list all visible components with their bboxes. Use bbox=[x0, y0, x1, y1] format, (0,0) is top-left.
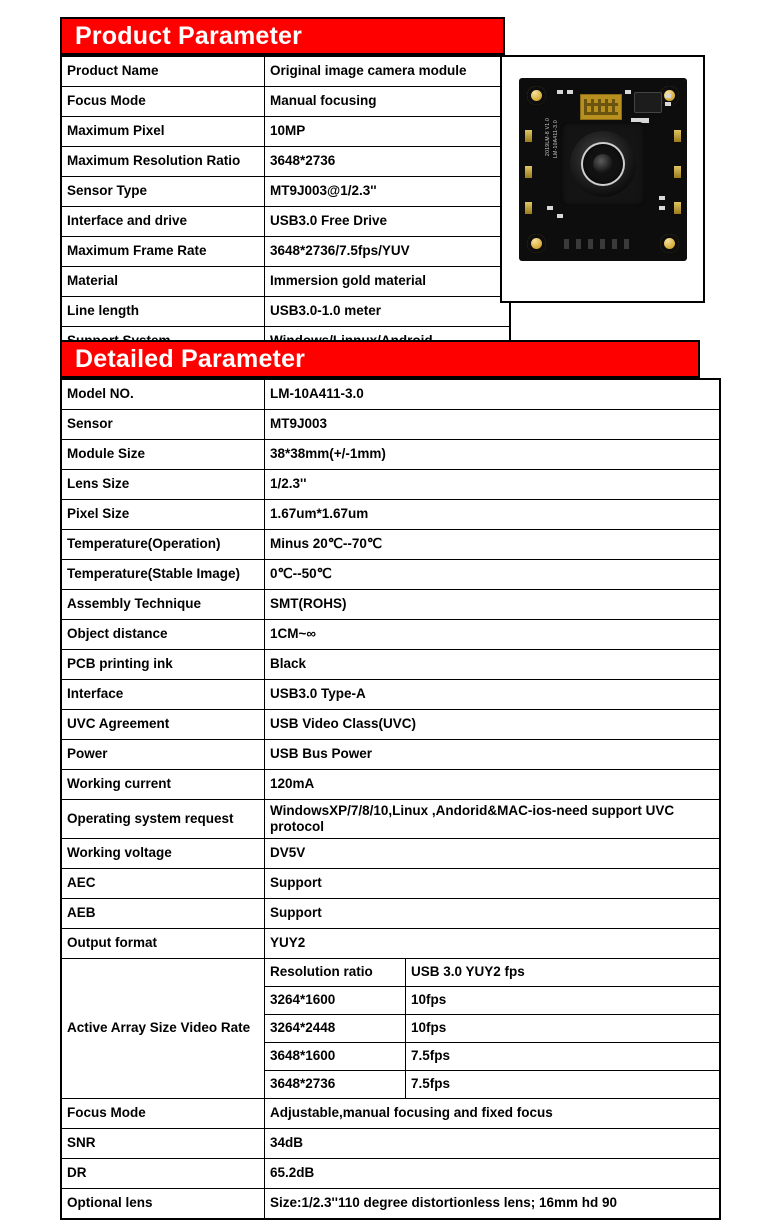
row-key: Temperature(Operation) bbox=[61, 530, 265, 560]
row-key: Product Name bbox=[61, 56, 265, 87]
camera-module-photo bbox=[500, 55, 705, 303]
product-parameter-body bbox=[61, 56, 510, 357]
silkscreen-text-right: LM-10A411-3.0 bbox=[553, 120, 559, 158]
row-value: SMT(ROHS) bbox=[265, 590, 721, 620]
row-value: 65.2dB bbox=[265, 1159, 721, 1189]
table-row bbox=[61, 56, 510, 87]
video-rate-body bbox=[265, 959, 719, 1098]
row-key: Line length bbox=[61, 297, 265, 327]
video-rate-table bbox=[265, 959, 719, 1098]
table-row bbox=[61, 440, 720, 470]
mounting-hole-icon bbox=[660, 234, 679, 253]
row-key: Working voltage bbox=[61, 839, 265, 869]
row-value: USB3.0 Free Drive bbox=[265, 207, 511, 237]
subtable-row bbox=[265, 1043, 719, 1071]
table-row bbox=[61, 530, 720, 560]
lens-ring bbox=[583, 144, 623, 184]
row-value: DV5V bbox=[265, 839, 721, 869]
row-key: AEC bbox=[61, 869, 265, 899]
row-value: 38*38mm(+/-1mm) bbox=[265, 440, 721, 470]
silkscreen-text-left: 2019LM-8 V1.0 bbox=[545, 117, 551, 156]
row-key: Interface and drive bbox=[61, 207, 265, 237]
row-value: 3648*2736/7.5fps/YUV bbox=[265, 237, 511, 267]
row-key: Interface bbox=[61, 680, 265, 710]
row-key: UVC Agreement bbox=[61, 710, 265, 740]
product-parameter-section bbox=[60, 17, 705, 319]
row-key: Working current bbox=[61, 770, 265, 800]
row-key: Focus Mode bbox=[61, 1099, 265, 1129]
row-key: Maximum Pixel bbox=[61, 117, 265, 147]
row-key: Operating system request bbox=[61, 800, 265, 839]
subtable-header-row bbox=[265, 959, 719, 987]
product-parameter-title: Product Parameter bbox=[75, 21, 303, 50]
lens-barrel bbox=[570, 131, 636, 197]
table-row bbox=[61, 267, 510, 297]
fps-value: 10fps bbox=[406, 1015, 720, 1043]
side-pad bbox=[525, 166, 532, 178]
row-value: Support bbox=[265, 869, 721, 899]
row-value: USB Bus Power bbox=[265, 740, 721, 770]
resolution-value: 3264*1600 bbox=[265, 987, 406, 1015]
fps-value: 7.5fps bbox=[406, 1043, 720, 1071]
row-key: Model NO. bbox=[61, 379, 265, 410]
table-row bbox=[61, 379, 720, 410]
table-row bbox=[61, 899, 720, 929]
table-row bbox=[61, 87, 510, 117]
table-row bbox=[61, 237, 510, 267]
row-key: DR bbox=[61, 1159, 265, 1189]
table-row bbox=[61, 590, 720, 620]
row-key: PCB printing ink bbox=[61, 650, 265, 680]
row-key: Temperature(Stable Image) bbox=[61, 560, 265, 590]
row-value: 0℃--50℃ bbox=[265, 560, 721, 590]
row-value: Size:1/2.3''110 degree distortionless lens; 16mm hd 90 bbox=[265, 1189, 721, 1220]
row-value: 1CM~∞ bbox=[265, 620, 721, 650]
row-value: Manual focusing bbox=[265, 87, 511, 117]
row-value: 1.67um*1.67um bbox=[265, 500, 721, 530]
row-key: Assembly Technique bbox=[61, 590, 265, 620]
smd-component bbox=[557, 214, 563, 218]
smd-component bbox=[665, 102, 671, 106]
row-value: WindowsXP/7/8/10,Linux ,Andorid&MAC-ios-need support UVC protocol bbox=[265, 800, 721, 839]
row-value: USB Video Class(UVC) bbox=[265, 710, 721, 740]
row-value: 1/2.3'' bbox=[265, 470, 721, 500]
subtable-row bbox=[265, 1071, 719, 1099]
smd-component bbox=[567, 90, 573, 94]
row-value: 10MP bbox=[265, 117, 511, 147]
resolution-value: 3648*1600 bbox=[265, 1043, 406, 1071]
row-key: Object distance bbox=[61, 620, 265, 650]
table-row bbox=[61, 470, 720, 500]
row-value: 120mA bbox=[265, 770, 721, 800]
row-key: Optional lens bbox=[61, 1189, 265, 1220]
row-value: Support bbox=[265, 899, 721, 929]
table-row bbox=[61, 177, 510, 207]
row-value: MT9J003 bbox=[265, 410, 721, 440]
detailed-parameter-body bbox=[61, 379, 720, 1219]
row-key: Sensor Type bbox=[61, 177, 265, 207]
row-value: USB3.0 Type-A bbox=[265, 680, 721, 710]
video-rate-row bbox=[61, 959, 720, 1099]
resolution-value: 3648*2736 bbox=[265, 1071, 406, 1099]
row-key: Material bbox=[61, 267, 265, 297]
row-value: MT9J003@1/2.3'' bbox=[265, 177, 511, 207]
table-row bbox=[61, 1099, 720, 1129]
row-key: Module Size bbox=[61, 440, 265, 470]
table-row bbox=[61, 680, 720, 710]
lens-glass bbox=[593, 154, 613, 174]
smd-component bbox=[547, 206, 553, 210]
table-row bbox=[61, 929, 720, 959]
table-row bbox=[61, 117, 510, 147]
mounting-hole-icon bbox=[527, 234, 546, 253]
table-row bbox=[61, 620, 720, 650]
table-row bbox=[61, 560, 720, 590]
resolution-value: 3264*2448 bbox=[265, 1015, 406, 1043]
smd-component bbox=[557, 90, 563, 94]
table-row bbox=[61, 1189, 720, 1220]
lens-housing bbox=[561, 122, 645, 206]
row-key: Maximum Frame Rate bbox=[61, 237, 265, 267]
video-rate-subtable-cell bbox=[265, 959, 721, 1099]
detailed-parameter-table bbox=[60, 378, 721, 1220]
row-value: LM-10A411-3.0 bbox=[265, 379, 721, 410]
detailed-parameter-title: Detailed Parameter bbox=[75, 344, 306, 373]
product-parameter-banner bbox=[60, 17, 505, 55]
video-rate-label: Active Array Size Video Rate bbox=[61, 959, 265, 1099]
side-pad bbox=[674, 202, 681, 214]
detailed-parameter-section bbox=[60, 340, 700, 1220]
row-value: Black bbox=[265, 650, 721, 680]
table-row bbox=[61, 869, 720, 899]
row-value: YUY2 bbox=[265, 929, 721, 959]
table-row bbox=[61, 1159, 720, 1189]
row-value: Immersion gold material bbox=[265, 267, 511, 297]
side-pad bbox=[525, 130, 532, 142]
row-key: Sensor bbox=[61, 410, 265, 440]
row-value: Minus 20℃--70℃ bbox=[265, 530, 721, 560]
row-key: Lens Size bbox=[61, 470, 265, 500]
row-key: Power bbox=[61, 740, 265, 770]
gold-pad-connector bbox=[580, 94, 622, 120]
fps-value: 10fps bbox=[406, 987, 720, 1015]
table-row bbox=[61, 207, 510, 237]
table-row bbox=[61, 710, 720, 740]
row-value: 3648*2736 bbox=[265, 147, 511, 177]
table-row bbox=[61, 297, 510, 327]
subtable-header-fps: USB 3.0 YUY2 fps bbox=[406, 959, 720, 987]
table-row bbox=[61, 770, 720, 800]
row-value: USB3.0-1.0 meter bbox=[265, 297, 511, 327]
smd-component bbox=[659, 196, 665, 200]
fps-value: 7.5fps bbox=[406, 1071, 720, 1099]
table-row bbox=[61, 500, 720, 530]
bottom-connector-row bbox=[564, 239, 636, 249]
side-pad bbox=[674, 166, 681, 178]
product-parameter-table bbox=[60, 55, 511, 358]
row-key: Focus Mode bbox=[61, 87, 265, 117]
subtable-row bbox=[265, 1015, 719, 1043]
ic-chip bbox=[634, 92, 662, 113]
row-key: Maximum Resolution Ratio bbox=[61, 147, 265, 177]
table-row bbox=[61, 1129, 720, 1159]
table-row bbox=[61, 800, 720, 839]
row-key: Pixel Size bbox=[61, 500, 265, 530]
table-row bbox=[61, 147, 510, 177]
subtable-header-resolution: Resolution ratio bbox=[265, 959, 406, 987]
row-key: SNR bbox=[61, 1129, 265, 1159]
row-key: AEB bbox=[61, 899, 265, 929]
row-key: Output format bbox=[61, 929, 265, 959]
table-row bbox=[61, 839, 720, 869]
table-row bbox=[61, 410, 720, 440]
smd-component bbox=[625, 90, 631, 94]
detailed-parameter-banner bbox=[60, 340, 700, 378]
subtable-row bbox=[265, 987, 719, 1015]
row-value: Original image camera module bbox=[265, 56, 511, 87]
side-pad bbox=[525, 202, 532, 214]
smd-component bbox=[665, 94, 671, 98]
table-row bbox=[61, 650, 720, 680]
smd-component bbox=[659, 206, 665, 210]
table-row bbox=[61, 740, 720, 770]
row-value: 34dB bbox=[265, 1129, 721, 1159]
mounting-hole-icon bbox=[527, 86, 546, 105]
pcb-board bbox=[519, 78, 687, 261]
row-value: Adjustable,manual focusing and fixed focus bbox=[265, 1099, 721, 1129]
side-pad bbox=[674, 130, 681, 142]
